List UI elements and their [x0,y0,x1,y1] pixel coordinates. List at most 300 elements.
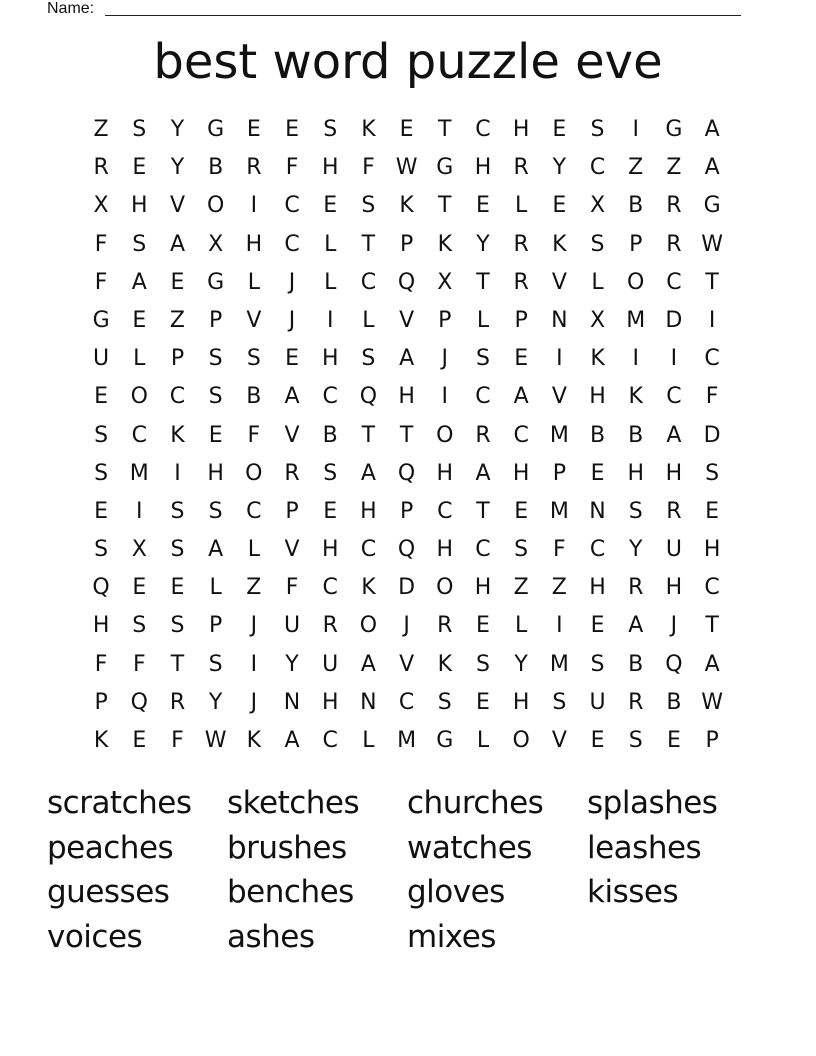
grid-cell[interactable]: I [670,346,678,372]
grid-cell[interactable]: K [590,346,605,372]
grid-cell[interactable]: J [250,613,258,639]
grid-cell[interactable]: E [285,346,299,372]
grid-cell[interactable]: Y [514,651,528,677]
grid-cell[interactable]: N [589,498,606,524]
grid-cell[interactable]: V [551,728,567,753]
grid-cell[interactable]: T [361,422,376,448]
grid-cell[interactable]: C [475,117,491,142]
grid-cell[interactable]: S [475,651,490,677]
grid-cell[interactable]: E [323,498,338,524]
grid-cell[interactable]: K [437,651,452,677]
grid-cell[interactable]: H [512,460,530,486]
grid-cell[interactable]: A [131,269,147,295]
grid-cell[interactable]: I [632,117,639,142]
grid-cell[interactable]: P [399,231,414,257]
grid-cell[interactable]: F [362,155,375,181]
grid-cell[interactable]: S [437,689,452,715]
grid-cell[interactable]: G [436,155,454,181]
grid-cell[interactable]: W [395,155,418,181]
grid-cell[interactable]: F [247,422,261,448]
grid-cell[interactable]: E [285,117,299,142]
grid-cell[interactable]: P [438,307,452,333]
grid-cell[interactable]: H [589,575,606,601]
grid-cell[interactable]: A [704,651,720,677]
grid-cell[interactable]: C [589,155,606,181]
grid-cell[interactable]: C [284,193,300,219]
grid-cell[interactable]: A [284,728,300,753]
grid-cell[interactable]: E [476,613,490,639]
grid-cell[interactable]: O [130,384,148,410]
grid-cell[interactable]: Z [246,575,262,601]
grid-cell[interactable]: L [476,728,490,753]
grid-cell[interactable]: Q [397,269,416,295]
grid-cell[interactable]: U [589,689,606,715]
grid-cell[interactable]: O [512,728,530,753]
grid-cell[interactable]: R [322,613,338,639]
grid-cell[interactable]: S [94,422,109,448]
grid-cell[interactable]: E [476,689,490,715]
grid-cell[interactable]: H [207,460,224,486]
grid-cell[interactable]: O [245,460,263,486]
grid-cell[interactable]: S [132,117,147,142]
grid-cell[interactable]: H [321,689,339,715]
grid-cell[interactable]: E [705,498,720,524]
word-list-item: benches [227,874,354,911]
grid-cell[interactable]: L [362,728,375,753]
grid-cell[interactable]: I [250,651,258,677]
grid-cell[interactable]: Y [476,231,490,257]
grid-cell[interactable]: C [704,575,720,601]
grid-cell[interactable]: C [246,498,262,524]
grid-cell[interactable]: B [589,422,606,448]
grid-cell[interactable]: E [132,155,147,181]
grid-cell[interactable]: F [285,575,299,601]
grid-cell[interactable]: H [436,537,454,563]
grid-cell[interactable]: E [476,193,490,219]
grid-cell[interactable]: C [322,575,338,601]
grid-cell[interactable]: B [628,422,644,448]
grid-cell[interactable]: R [513,155,529,181]
grid-cell[interactable]: A [666,422,682,448]
grid-cell[interactable]: T [476,269,490,295]
grid-cell[interactable]: Q [397,537,416,563]
grid-cell[interactable]: S [208,346,223,372]
grid-cell[interactable]: J [670,613,678,639]
grid-cell[interactable]: R [475,422,491,448]
grid-cell[interactable]: P [399,498,414,524]
grid-cell[interactable]: C [475,384,491,410]
grid-cell[interactable]: S [170,498,185,524]
grid-cell[interactable]: W [701,689,723,715]
grid-cell[interactable]: R [437,613,453,639]
grid-cell[interactable]: A [704,155,720,181]
grid-cell[interactable]: H [245,231,263,257]
grid-cell[interactable]: I [632,346,639,372]
grid-row [82,569,731,607]
grid-cell[interactable]: S [628,728,643,753]
letter-grid [82,111,731,760]
grid-cell[interactable]: P [705,728,719,753]
grid-cell[interactable]: E [132,728,147,753]
grid-cell[interactable]: Y [170,117,185,142]
grid-cell[interactable]: X [208,231,224,257]
grid-cell[interactable]: R [628,689,644,715]
grid-cell[interactable]: R [93,155,109,181]
grid-cell[interactable]: N [283,689,301,715]
grid-cell[interactable]: I [441,384,449,410]
grid-cell[interactable]: K [361,575,376,601]
grid-cell[interactable]: E [94,384,109,410]
grid-cell[interactable]: M [549,651,569,677]
grid-cell[interactable]: J [250,689,258,715]
grid-cell[interactable]: F [94,231,108,257]
grid-cell[interactable]: R [513,231,529,257]
grid-cell[interactable]: U [322,651,339,677]
grid-cell[interactable]: E [132,575,147,601]
grid-cell[interactable]: H [703,537,721,563]
grid-cell[interactable]: P [629,231,643,257]
grid-cell[interactable]: R [666,231,682,257]
grid-cell[interactable]: G [207,117,225,142]
grid-cell[interactable]: A [169,231,185,257]
grid-cell[interactable]: E [590,460,605,486]
grid-cell[interactable]: P [552,460,566,486]
grid-cell[interactable]: S [475,346,490,372]
grid-cell[interactable]: S [590,117,605,142]
grid-cell[interactable]: G [703,193,721,219]
grid-cell[interactable]: U [93,346,110,372]
grid-cell[interactable]: H [321,155,339,181]
grid-cell[interactable]: V [169,193,185,219]
word-list-item: voices [47,919,143,956]
grid-cell[interactable]: R [169,689,186,715]
grid-cell[interactable]: R [284,460,300,486]
grid-cell[interactable]: K [170,422,185,448]
grid-cell[interactable]: P [209,613,223,639]
grid-cell[interactable]: X [589,307,606,333]
grid-cell[interactable]: P [94,689,108,715]
grid-cell[interactable]: A [513,384,529,410]
grid-cell[interactable]: L [247,269,260,295]
grid-cell[interactable]: Z [169,307,185,333]
grid-cell[interactable]: C [589,537,606,563]
grid-cell[interactable]: I [174,460,181,486]
grid-cell[interactable]: K [628,384,643,410]
grid-cell[interactable]: M [129,460,149,486]
grid-cell[interactable]: D [703,422,721,448]
grid-cell[interactable]: S [246,346,261,372]
grid-cell[interactable]: S [208,498,223,524]
grid-cell[interactable]: T [170,651,185,677]
grid-row [82,149,731,187]
grid-cell[interactable]: C [475,537,491,563]
grid-cell[interactable]: L [324,269,337,295]
name-blank-line[interactable] [105,15,741,16]
grid-cell[interactable]: Q [359,384,378,410]
grid-cell[interactable]: S [590,231,605,257]
grid-cell[interactable]: Z [551,575,567,601]
grid-cell[interactable]: S [628,498,643,524]
grid-cell[interactable]: I [556,613,563,639]
grid-cell[interactable]: W [204,728,227,753]
grid-cell[interactable]: S [514,537,529,563]
grid-cell[interactable]: S [590,651,605,677]
grid-cell[interactable]: K [361,117,376,142]
grid-cell[interactable]: H [512,689,530,715]
grid-cell[interactable]: A [208,537,224,563]
grid-cell[interactable]: S [323,460,338,486]
grid-cell[interactable]: C [704,346,720,372]
grid-cell[interactable]: C [398,689,415,715]
grid-cell[interactable]: F [132,651,146,677]
grid-cell[interactable]: G [207,269,225,295]
grid-cell[interactable]: C [284,231,300,257]
grid-cell[interactable]: R [246,155,262,181]
grid-cell[interactable]: C [513,422,529,448]
grid-cell[interactable]: K [399,193,414,219]
grid-cell[interactable]: L [362,307,375,333]
grid-cell[interactable]: C [360,269,377,295]
word-list-item: peaches [47,829,174,866]
grid-cell[interactable]: F [94,269,108,295]
grid-cell[interactable]: F [705,384,719,410]
grid-cell[interactable]: G [92,307,110,333]
grid-cell[interactable]: B [322,422,338,448]
grid-cell[interactable]: A [399,346,415,372]
grid-cell[interactable]: E [132,307,147,333]
grid-cell[interactable]: G [665,117,683,142]
grid-cell[interactable]: C [169,384,186,410]
grid-cell[interactable]: E [94,498,109,524]
grid-cell[interactable]: H [92,613,110,639]
grid-cell[interactable]: T [476,498,490,524]
grid-cell[interactable]: C [666,269,682,295]
grid-cell[interactable]: H [131,193,148,219]
grid-cell[interactable]: T [361,231,376,257]
grid-cell[interactable]: M [549,422,569,448]
grid-cell[interactable]: S [208,384,223,410]
grid-cell[interactable]: T [438,193,452,219]
grid-cell[interactable]: E [590,613,605,639]
grid-cell[interactable]: F [171,728,184,753]
grid-cell[interactable]: J [288,307,296,333]
grid-cell[interactable]: A [360,460,376,486]
grid-cell[interactable]: Y [628,537,643,563]
grid-cell[interactable]: N [360,689,377,715]
grid-cell[interactable]: S [132,613,147,639]
grid-cell[interactable]: L [476,307,490,333]
grid-cell[interactable]: Q [665,651,683,677]
grid-cell[interactable]: Y [552,155,567,181]
grid-cell[interactable]: C [666,384,682,410]
grid-cell[interactable]: P [514,307,528,333]
grid-cell[interactable]: U [283,613,301,639]
grid-cell[interactable]: S [170,537,185,563]
grid-cell[interactable]: C [322,728,338,753]
grid-cell[interactable]: O [206,193,225,219]
grid-row [82,264,731,302]
grid-cell[interactable]: K [246,728,262,753]
grid-cell[interactable]: L [247,537,260,563]
grid-cell[interactable]: H [589,384,606,410]
grid-cell[interactable]: A [704,117,720,142]
grid-cell[interactable]: D [665,307,683,333]
grid-cell[interactable]: H [321,537,339,563]
grid-cell[interactable]: L [591,269,604,295]
grid-cell[interactable]: S [94,460,109,486]
grid-cell[interactable]: T [705,613,719,639]
grid-cell[interactable]: T [705,269,719,295]
grid-cell[interactable]: R [666,498,682,524]
grid-cell[interactable]: S [552,689,567,715]
grid-cell[interactable]: E [552,117,567,142]
grid-cell[interactable]: X [93,193,109,219]
grid-cell[interactable]: I [250,193,258,219]
grid-cell[interactable]: E [170,575,185,601]
grid-cell[interactable]: K [552,231,567,257]
grid-cell[interactable]: S [705,460,720,486]
grid-cell[interactable]: S [361,193,376,219]
grid-cell[interactable]: L [209,575,222,601]
grid-cell[interactable]: J [441,346,449,372]
grid-cell[interactable]: V [551,269,567,295]
grid-cell[interactable]: T [438,117,452,142]
grid-cell[interactable]: V [399,651,415,677]
grid-cell[interactable]: J [403,613,410,639]
grid-cell[interactable]: V [246,307,262,333]
grid-cell[interactable]: K [93,728,109,753]
grid-cell[interactable]: S [94,537,109,563]
grid-cell[interactable]: H [627,460,644,486]
grid-cell[interactable]: R [628,575,644,601]
grid-cell[interactable]: E [399,117,414,142]
grid-cell[interactable]: E [323,193,338,219]
grid-cell[interactable]: S [132,231,147,257]
grid-cell[interactable]: Q [92,575,110,601]
grid-cell[interactable]: Z [628,155,644,181]
grid-cell[interactable]: T [399,422,414,448]
grid-cell[interactable]: L [515,193,528,219]
grid-cell[interactable]: H [512,117,530,142]
grid-cell[interactable]: I [556,346,563,372]
grid-cell[interactable]: Y [285,651,299,677]
grid-cell[interactable]: H [665,575,683,601]
grid-cell[interactable]: V [551,384,567,410]
grid-cell[interactable]: Y [170,155,185,181]
grid-cell[interactable]: G [436,728,454,753]
grid-cell[interactable]: H [665,460,683,486]
grid-cell[interactable]: H [474,575,492,601]
grid-cell[interactable]: R [513,269,529,295]
grid-cell[interactable]: U [665,537,682,563]
grid-cell[interactable]: Z [666,155,682,181]
grid-cell[interactable]: S [170,613,185,639]
grid-cell[interactable]: I [136,498,143,524]
grid-cell[interactable]: P [209,307,223,333]
grid-cell[interactable]: E [514,346,529,372]
grid-cell[interactable]: B [666,689,682,715]
grid-cell[interactable]: M [397,728,417,753]
grid-cell[interactable]: R [666,193,682,219]
grid-cell[interactable]: C [322,384,338,410]
grid-cell[interactable]: Z [513,575,529,601]
grid-cell[interactable]: A [475,460,491,486]
grid-cell[interactable]: H [360,498,377,524]
grid-cell[interactable]: A [284,384,300,410]
grid-cell[interactable]: J [288,269,296,295]
grid-cell[interactable]: V [284,537,300,563]
name-label: Name: [47,0,95,17]
grid-cell[interactable]: E [208,422,223,448]
grid-cell[interactable]: C [437,498,453,524]
grid-cell[interactable]: V [284,422,300,448]
grid-cell[interactable]: L [515,613,528,639]
grid-cell[interactable]: B [246,384,262,410]
grid-cell[interactable]: B [628,193,644,219]
grid-cell[interactable]: O [359,613,378,639]
grid-cell[interactable]: E [246,117,261,142]
grid-cell[interactable]: O [436,575,454,601]
grid-cell[interactable]: B [628,651,644,677]
grid-cell[interactable]: P [170,346,185,372]
grid-cell[interactable]: H [474,155,492,181]
grid-cell[interactable]: E [514,498,529,524]
name-row [47,0,94,18]
grid-cell[interactable]: H [436,460,454,486]
grid-cell[interactable]: P [285,498,299,524]
grid-cell[interactable]: F [94,651,108,677]
grid-cell[interactable]: E [170,269,185,295]
grid-cell[interactable]: X [437,269,453,295]
grid-cell[interactable]: E [666,728,681,753]
grid-cell[interactable]: X [131,537,147,563]
grid-cell[interactable]: K [437,231,452,257]
grid-cell[interactable]: B [208,155,224,181]
grid-cell[interactable]: M [626,307,646,333]
grid-cell[interactable]: L [324,231,337,257]
grid-cell[interactable]: Q [130,689,148,715]
grid-cell[interactable]: A [360,651,376,677]
grid-cell[interactable]: F [285,155,299,181]
grid-cell[interactable]: X [589,193,606,219]
grid-cell[interactable]: I [326,307,334,333]
grid-cell[interactable]: S [361,346,376,372]
grid-cell[interactable]: S [208,651,223,677]
grid-cell[interactable]: Z [93,117,109,142]
grid-cell[interactable]: D [398,575,416,601]
grid-cell[interactable]: C [360,537,377,563]
grid-cell[interactable]: E [552,193,567,219]
grid-cell[interactable]: H [398,384,415,410]
grid-cell[interactable]: M [549,498,569,524]
grid-cell[interactable]: A [628,613,644,639]
grid-row [82,493,731,531]
grid-cell[interactable]: S [323,117,338,142]
grid-cell[interactable]: E [590,728,605,753]
grid-cell[interactable]: N [551,307,568,333]
grid-cell[interactable]: Q [397,460,416,486]
grid-cell[interactable]: C [131,422,147,448]
grid-cell[interactable]: V [399,307,415,333]
grid-cell[interactable]: Y [208,689,223,715]
grid-cell[interactable]: H [321,346,339,372]
grid-cell[interactable]: L [133,346,146,372]
grid-cell[interactable]: O [436,422,454,448]
grid-cell[interactable]: F [553,537,566,563]
grid-cell[interactable]: O [627,269,645,295]
grid-cell[interactable]: W [701,231,723,257]
grid-cell[interactable]: I [708,307,716,333]
